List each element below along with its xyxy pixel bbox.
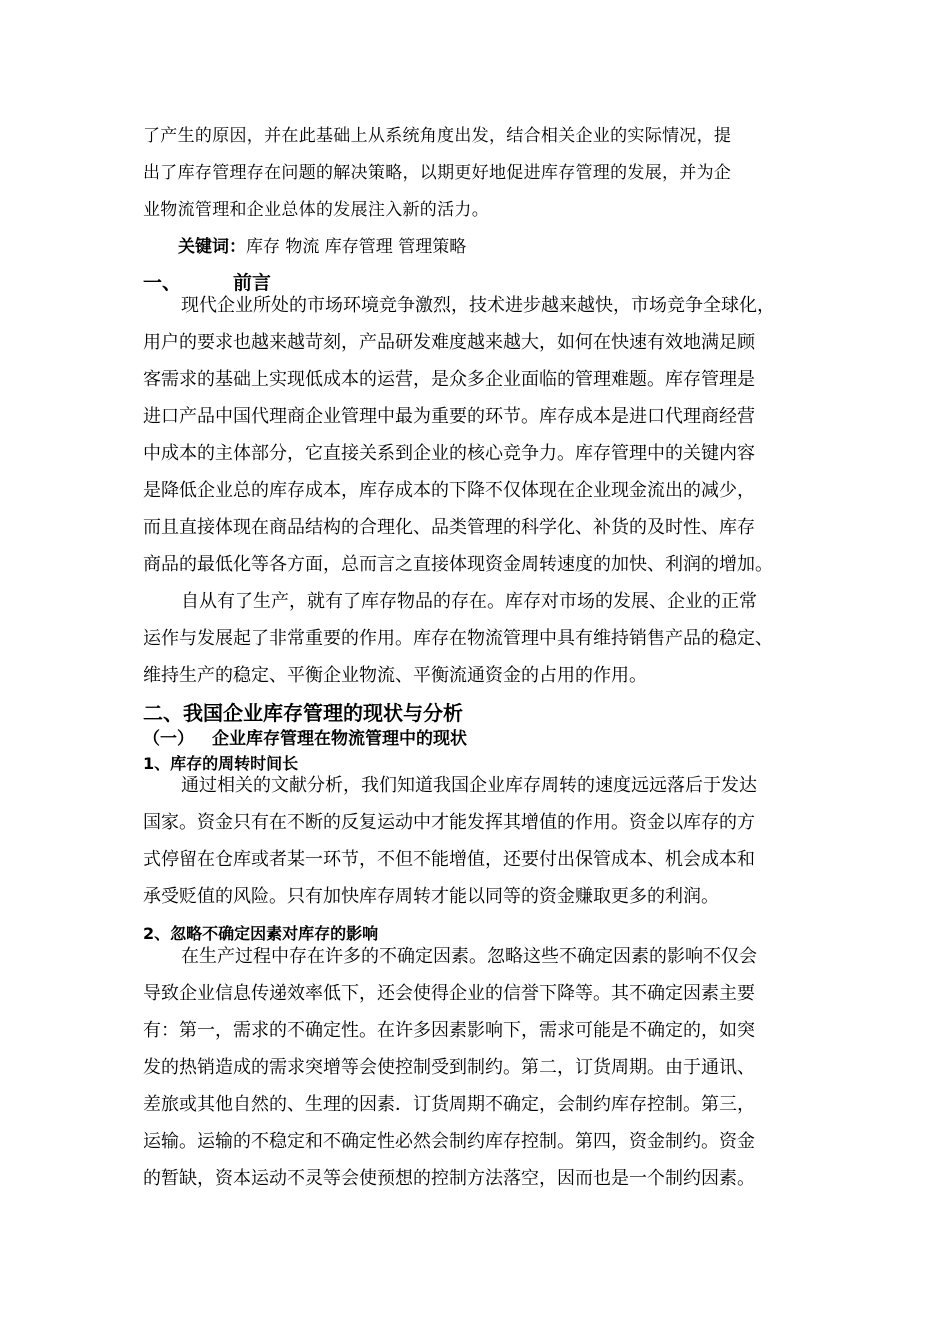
section-title: 前言 xyxy=(233,272,272,294)
paragraph-line: 而且直接体现在商品结构的合理化、品类管理的科学化、补货的及时性、库存 xyxy=(143,517,755,538)
paragraph-line: 发的热销造成的需求突增等会使控制受到制约。第二，订货周期。由于通讯、 xyxy=(143,1057,755,1078)
paragraph-line: 商品的最低化等各方面，总而言之直接体现资金周转速度的加快、利润的增加。 xyxy=(143,554,773,575)
item-heading: 1、库存的周转时间长 xyxy=(143,754,299,773)
section-heading-1 xyxy=(143,271,271,295)
keywords-label: 关键词： xyxy=(178,237,246,257)
paragraph-line: 在生产过程中存在许多的不确定因素。忽略这些不确定因素的影响不仅会 xyxy=(181,946,757,967)
paragraph-line: 的暂缺，资本运动不灵等会使预想的控制方法落空，因而也是一个制约因素。 xyxy=(143,1168,755,1189)
abstract-line: 出了库存管理存在问题的解决策略，以期更好地促进库存管理的发展，并为企 xyxy=(143,163,732,183)
paragraph-line: 进口产品中国代理商企业管理中最为重要的环节。库存成本是进口代理商经营 xyxy=(143,406,755,427)
paragraph-line: 式停留在仓库或者某一环节，不但不能增值，还要付出保管成本、机会成本和 xyxy=(143,849,755,870)
section-heading-2: 二、我国企业库存管理的现状与分析 xyxy=(143,701,463,725)
paragraph-line: 现代企业所处的市场环境竞争激烈，技术进步越来越快，市场竞争全球化， xyxy=(181,295,775,316)
item-heading: 2、忽略不确定因素对库存的影响 xyxy=(143,924,379,943)
paragraph-line: 有：第一，需求的不确定性。在许多因素影响下，需求可能是不确定的，如突 xyxy=(143,1020,755,1041)
paragraph-line: 导致企业信息传递效率低下，还会使得企业的信誉下降等。其不确定因素主要 xyxy=(143,983,755,1004)
keywords-line xyxy=(178,235,466,259)
paragraph-line: 是降低企业总的库存成本，库存成本的下降不仅体现在企业现金流出的减少， xyxy=(143,480,755,501)
paragraph-line: 中成本的主体部分，它直接关系到企业的核心竞争力。库存管理中的关键内容 xyxy=(143,443,755,464)
abstract-line: 业物流管理和企业总体的发展注入新的活力。 xyxy=(143,200,489,220)
subsection-heading xyxy=(143,727,467,751)
subsection-number: （一） xyxy=(143,729,194,749)
subsection-title: 企业库存管理在物流管理中的现状 xyxy=(212,729,467,749)
keywords-text: 库存 物流 库存管理 管理策略 xyxy=(246,237,467,257)
paragraph-line: 客需求的基础上实现低成本的运营，是众多企业面临的管理难题。库存管理是 xyxy=(143,369,755,390)
paragraph-line: 差旅或其他自然的、生理的因素．订货周期不确定，会制约库存控制。第三， xyxy=(143,1094,755,1115)
paragraph-line: 国家。资金只有在不断的反复运动中才能发挥其增值的作用。资金以库存的方 xyxy=(143,812,755,833)
paragraph-line: 通过相关的文献分析，我们知道我国企业库存周转的速度远远落后于发达 xyxy=(181,775,757,796)
paragraph-line: 运输。运输的不稳定和不确定性必然会制约库存控制。第四，资金制约。资金 xyxy=(143,1131,755,1152)
paragraph-line: 维持生产的稳定、平衡企业物流、平衡流通资金的占用的作用。 xyxy=(143,665,647,686)
paragraph-line: 用户的要求也越来越苛刻，产品研发难度越来越大，如何在快速有效地满足顾 xyxy=(143,332,755,353)
paragraph-line: 运作与发展起了非常重要的作用。库存在物流管理中具有维持销售产品的稳定、 xyxy=(143,628,773,649)
section-number: 一、 xyxy=(143,272,182,294)
paragraph-line: 承受贬值的风险。只有加快库存周转才能以同等的资金赚取更多的利润。 xyxy=(143,886,719,907)
abstract-line: 了产生的原因，并在此基础上从系统角度出发，结合相关企业的实际情况，提 xyxy=(143,126,732,146)
paragraph-line: 自从有了生产，就有了库存物品的存在。库存对市场的发展、企业的正常 xyxy=(181,591,757,612)
